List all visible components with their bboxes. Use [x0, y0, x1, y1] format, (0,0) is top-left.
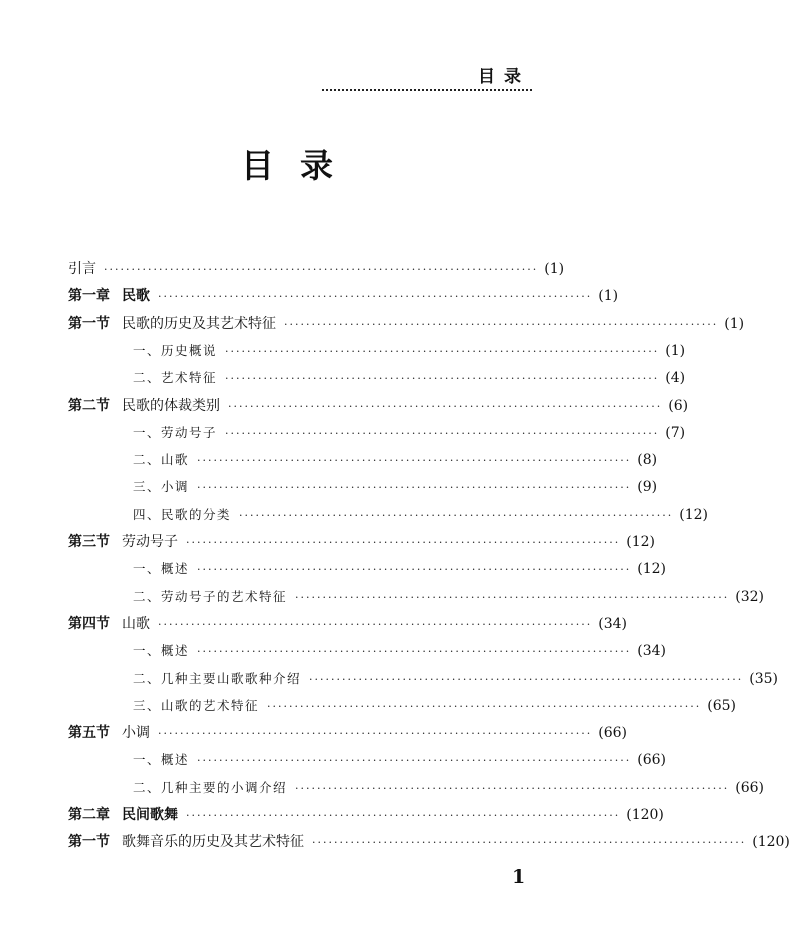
toc-entry-label [68, 315, 276, 333]
toc-leader-dots: ··············································································· [239, 508, 674, 522]
toc-entry [68, 798, 664, 824]
toc-entry-title: 民歌的历史及其艺术特征 [122, 315, 276, 332]
toc-leader-dots: ··············································································· [225, 344, 660, 358]
toc-entry-page: (34) [637, 643, 666, 660]
toc-leader-dots: ··············································································· [197, 645, 632, 659]
toc-leader-dots: ··············································································· [197, 481, 632, 495]
toc-entry-number: 第五节 [68, 725, 110, 742]
toc-entry-page: (66) [637, 752, 666, 769]
toc-entry-number: 第二节 [68, 397, 110, 414]
toc-entry [133, 662, 778, 688]
toc-entry [133, 580, 764, 606]
toc-leader-dots: ··············································································· [295, 781, 730, 795]
toc-entry-page: (1) [598, 288, 619, 305]
toc-leader-dots: ··············································································· [312, 836, 747, 850]
toc-entry-title: 三、小调 [133, 479, 190, 495]
toc-leader-dots: ··············································································· [267, 699, 702, 713]
toc-entry-label [68, 724, 150, 742]
page-title: 目录 [241, 146, 359, 185]
toc-entry-title: 二、几种主要山歌歌种介绍 [133, 670, 302, 686]
toc-entry-page: (12) [679, 506, 708, 523]
toc-entry-page: (7) [665, 424, 686, 441]
toc-entry-title: 二、劳动号子的艺术特征 [133, 588, 288, 604]
toc-entry-number: 第一节 [68, 834, 110, 851]
toc-entry-title: 劳动号子 [122, 534, 178, 550]
toc-entry-title: 山歌 [122, 615, 150, 632]
toc-entry-page: (4) [665, 370, 686, 387]
toc-entry-title: 一、概述 [133, 643, 190, 659]
toc-entry-title: 二、艺术特征 [133, 370, 218, 386]
toc-entry-label [133, 560, 189, 578]
toc-leader-dots: ··············································································· [228, 399, 663, 413]
toc-leader-dots: ··············································································· [197, 454, 632, 468]
toc-entry-page: (12) [626, 534, 655, 550]
toc-entry [68, 607, 627, 633]
toc-entry-title: 一、概述 [133, 752, 190, 768]
toc-entry-label [68, 806, 178, 824]
toc-entry-title: 二、几种主要的小调介绍 [133, 779, 288, 795]
toc-entry-label [68, 833, 304, 851]
toc-leader-dots: ··············································································· [158, 617, 593, 631]
toc-entry-number: 第二章 [68, 807, 110, 823]
toc-entry [133, 689, 736, 715]
toc-entry-label [68, 615, 150, 633]
toc-entry-number: 第三节 [68, 534, 110, 550]
toc-entry-number: 第一章 [68, 288, 110, 305]
toc-entry [133, 361, 686, 387]
toc-entry-title: 一、概述 [133, 561, 190, 577]
toc-leader-dots: ··············································································· [225, 372, 660, 386]
toc-entry [133, 771, 764, 797]
toc-entry-number: 第四节 [68, 615, 110, 632]
toc-entry [68, 279, 619, 305]
toc-entry [133, 634, 666, 660]
toc-entry-page: (35) [749, 670, 778, 687]
toc-entry-page: (120) [626, 807, 664, 823]
toc-leader-dots: ··············································································· [295, 590, 730, 604]
toc-entry-label [133, 342, 217, 360]
toc-entry [133, 743, 666, 769]
toc-entry-page: (1) [665, 342, 686, 359]
toc-entry-title: 民歌的体裁类别 [122, 397, 220, 414]
toc-leader-dots: ··············································································· [186, 809, 621, 822]
toc-entry-label [133, 588, 287, 606]
toc-entry [133, 334, 686, 360]
toc-entry-title: 民间歌舞 [122, 807, 178, 823]
toc-entry [133, 443, 658, 469]
toc-entry-title: 二、山歌 [133, 452, 190, 468]
toc-entry [68, 252, 565, 278]
toc-leader-dots: ··············································································· [284, 317, 719, 331]
toc-entry-page: (65) [707, 697, 736, 714]
toc-entry [133, 470, 658, 496]
toc-entry-title: 三、山歌的艺术特征 [133, 697, 260, 713]
toc-entry-label [133, 697, 259, 715]
toc-entry-page: (1) [724, 315, 745, 332]
toc-entry-title: 一、历史概说 [133, 342, 218, 358]
toc-entry-page: (66) [735, 779, 764, 796]
toc-entry-page: (9) [637, 479, 658, 496]
toc-entry-title: 歌舞音乐的历史及其艺术特征 [122, 834, 304, 851]
toc-entry-title: 引言 [68, 261, 96, 277]
toc-entry [68, 389, 689, 415]
toc-entry [133, 498, 708, 524]
toc-entry-page: (32) [735, 588, 764, 605]
toc-entry-label [133, 670, 301, 688]
toc-entry [68, 825, 790, 851]
toc-entry-label [133, 369, 217, 387]
toc-leader-dots: ··············································································· [197, 563, 632, 577]
page-number: 1 [512, 866, 526, 888]
running-head: 目录 [478, 67, 530, 87]
toc-entry-page: (66) [598, 725, 627, 742]
toc-entry-label [133, 424, 217, 442]
toc-entry-label [68, 260, 96, 278]
toc-entry-title: 民歌 [122, 288, 150, 305]
toc-entry-page: (34) [598, 615, 627, 632]
toc-entry-page: (12) [637, 561, 666, 578]
toc-entry [133, 552, 666, 578]
toc-leader-dots: ··············································································· [309, 672, 744, 686]
toc-entry-label [133, 751, 189, 769]
toc-entry-page: (8) [637, 452, 658, 469]
toc-leader-dots: ··············································································· [158, 290, 593, 304]
toc-leader-dots: ··············································································· [186, 536, 621, 549]
toc-entry [68, 525, 655, 551]
toc-entry-label [68, 287, 150, 305]
toc-leader-dots: ··············································································· [197, 754, 632, 768]
toc-entry-label [68, 397, 220, 415]
toc-entry [133, 416, 686, 442]
toc-entry-label [133, 779, 287, 797]
toc-entry-page: (120) [752, 834, 790, 851]
toc-entry-page: (1) [544, 261, 565, 277]
toc-leader-dots: ··············································································· [225, 426, 660, 440]
toc-entry-title: 小调 [122, 725, 150, 742]
toc-entry-title: 一、劳动号子 [133, 424, 218, 440]
toc-entry-label [68, 533, 178, 551]
running-head-rule [322, 89, 532, 91]
toc-entry-label [133, 506, 231, 524]
toc-entry [68, 307, 745, 333]
toc-entry-page: (6) [668, 397, 689, 414]
toc-leader-dots: ··············································································· [158, 727, 593, 741]
toc-entry-title: 四、民歌的分类 [133, 506, 232, 522]
toc-leader-dots: ··············································································· [104, 263, 539, 276]
toc-entry-label [133, 478, 189, 496]
toc-entry-label [133, 451, 189, 469]
toc-entry [68, 716, 627, 742]
toc-entry-number: 第一节 [68, 315, 110, 332]
toc-entry-label [133, 642, 189, 660]
